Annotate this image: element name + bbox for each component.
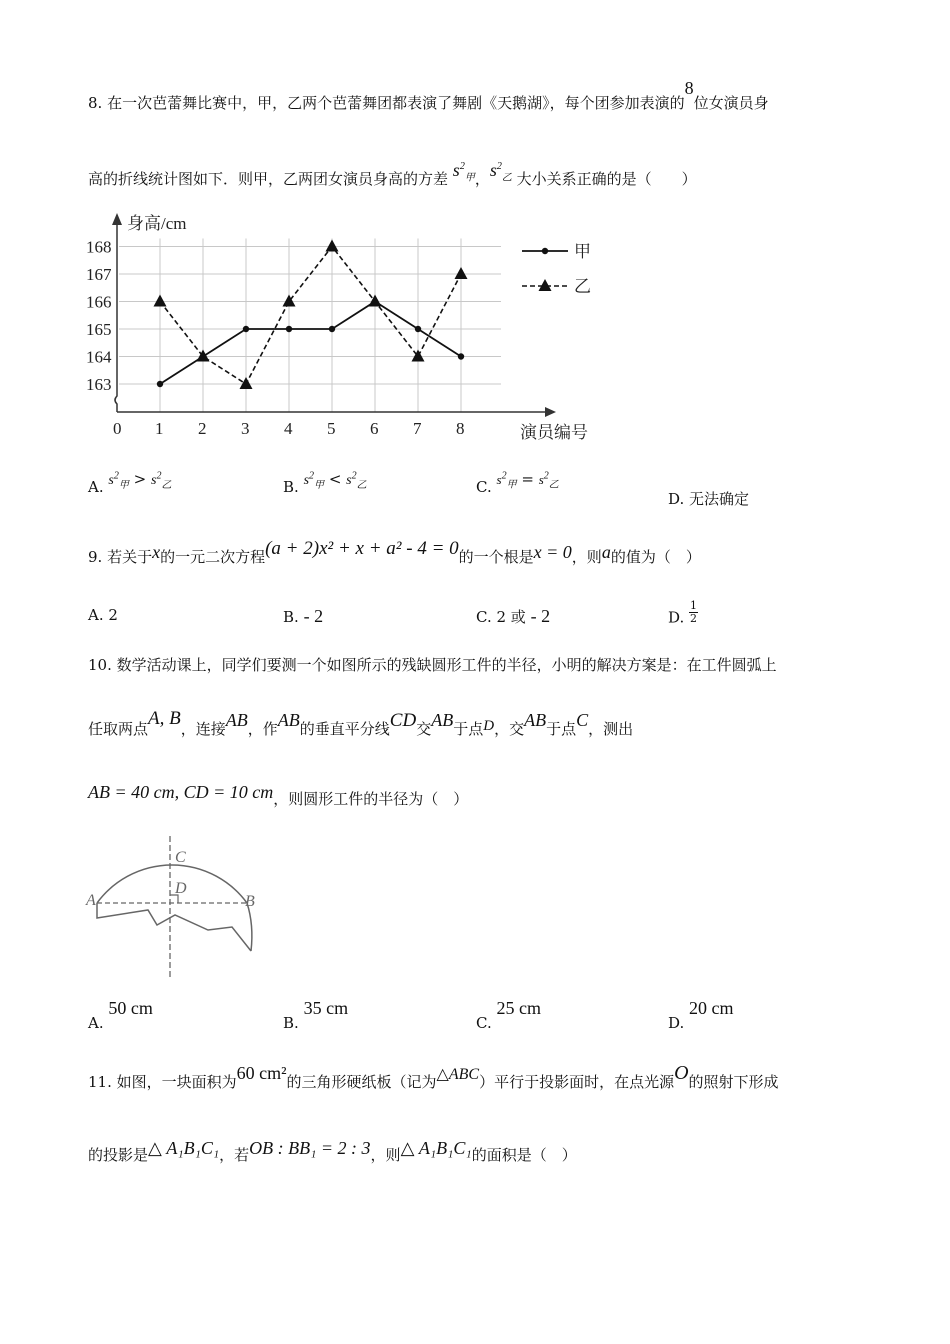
q10-label-d: D (175, 880, 187, 897)
yi-point-5 (326, 240, 339, 252)
q10-option-c[interactable]: C. 25 cm (476, 998, 541, 1032)
jia-point-1 (157, 381, 163, 387)
origin-label: 0 (113, 419, 122, 438)
y-tick-163: 163 (86, 375, 112, 394)
q8-num-eight: 8 (684, 78, 694, 98)
q8-text-3: 大小关系正确的是（ ） (516, 170, 697, 188)
yi-point-1 (154, 295, 167, 307)
series-jia-line (160, 302, 461, 385)
q10-right-arc (247, 903, 252, 951)
jia-point-3 (243, 326, 249, 332)
q11-ratio: OB : BB₁ = 2 : 3 (249, 1138, 371, 1158)
legend-jia-marker (542, 248, 548, 254)
jia-point-8 (458, 353, 464, 359)
q10-measurements: AB = 40 cm, CD = 10 cm (88, 782, 274, 802)
q9-option-c[interactable]: C. 2 或 - 2 (476, 606, 551, 626)
q9-var-x: x (152, 542, 161, 562)
q10-line3: AB = 40 cm, CD = 10 cm，则圆形工件的半径为（ ） (88, 782, 469, 808)
q9-option-b[interactable]: B. - 2 (283, 606, 324, 626)
q10-broken-edge (97, 903, 251, 951)
q11-light-source: O (674, 1062, 689, 1084)
x-axis-arrow (545, 407, 556, 417)
q11-line1: 11. 如图，一块面积为60 cm²的三角形硬纸板（记为△ABC）平行于投影面时，在点光源O的照射下形成 (88, 1062, 779, 1091)
jia-point-5 (329, 326, 335, 332)
jia-point-4 (286, 326, 292, 332)
q11-triangle-abc: △ABC (436, 1066, 480, 1083)
q8-option-a[interactable]: A. $s^2_甲 > s^2_乙$ (88, 470, 172, 496)
q10-option-b[interactable]: B. 35 cm (283, 998, 349, 1032)
q8-option-d[interactable]: D. 无法确定 (668, 490, 750, 508)
y-axis-arrow (112, 213, 122, 225)
q9-fraction: $\frac{1}{2}$ (690, 599, 698, 625)
q8-option-b[interactable]: B. $s^2_甲 < s^2_乙$ (283, 470, 367, 496)
q10-arc (97, 865, 247, 903)
q8-text-end: 位女演员身 (693, 94, 769, 112)
y-tick-164: 164 (86, 347, 112, 367)
x-tick-6: 6 (370, 419, 379, 438)
q8-text: 8. 在一次芭蕾舞比赛中，甲，乙两个芭蕾舞团都表演了舞剧《天鹅湖》，每个团参加表演的 (88, 94, 685, 112)
q10-option-d[interactable]: D. 20 cm (668, 998, 734, 1032)
q8-line1 (88, 78, 769, 113)
jia-point-7 (415, 326, 421, 332)
y-tick-168: 168 (86, 237, 112, 257)
x-tick-1: 1 (155, 419, 164, 438)
x-tick-5: 5 (327, 419, 336, 438)
height-line-chart (80, 205, 640, 455)
q11-triangle-a1b1c1: △ A₁B₁C₁ (148, 1138, 220, 1158)
x-tick-8: 8 (456, 419, 465, 438)
q9-option-a[interactable]: A. 2 (88, 606, 118, 624)
q8-text-2: 高的折线统计图如下．则甲，乙两团女演员身高的方差 (88, 170, 449, 188)
x-tick-7: 7 (413, 419, 422, 438)
yi-point-3 (240, 377, 253, 389)
q10-line2: 任取两点A, B，连接AB，作AB的垂直平分线CD交AB于点D，交AB于点C，测出 (88, 708, 634, 738)
series-yi-line (160, 247, 461, 385)
y-tick-167: 167 (86, 265, 112, 284)
x-axis-label: 演员编号 (520, 423, 588, 442)
q9-root: x = 0 (533, 542, 572, 562)
q11-line2: 的投影是△ A₁B₁C₁，若OB : BB₁ = 2 : 3，则△ A₁B₁C₁的面积是（ ） (88, 1138, 577, 1164)
yi-point-2 (197, 350, 210, 362)
q10-label-b: B (245, 893, 255, 910)
q9-option-d[interactable]: D. $\frac{1}{2}$ (668, 599, 698, 627)
q10-label-c: C (175, 849, 186, 866)
y-axis (115, 225, 117, 412)
y-tick-165: 165 (86, 320, 112, 339)
q9-line: 9. 若关于x的一元二次方程(a + 2)x² + x + a² - 4 = 0的一个根是x = 0，则a的值为（ ） (88, 538, 701, 566)
yi-point-8 (455, 267, 468, 279)
q10-line1: 10. 数学活动课上，同学们要测一个如图所示的残缺圆形工件的半径，小明的解决方案是：在工件圆弧上 (88, 656, 777, 674)
q11-triangle-a1b1c1-2: △ A₁B₁C₁ (400, 1138, 472, 1158)
q9-equation: (a + 2)x² + x + a² - 4 = 0 (265, 538, 459, 559)
q10-label-a: A (86, 892, 96, 909)
y-axis-label: 身高/cm (127, 214, 187, 233)
q10-option-a[interactable]: A. 50 cm (88, 998, 153, 1032)
q9-var-a: a (601, 542, 611, 562)
q10-broken-circle-figure (84, 832, 264, 982)
q8-var-jia: $s^2_甲$ (452, 160, 475, 184)
q10-arc-ab: AB (524, 710, 547, 730)
legend-yi-marker (539, 279, 552, 291)
x-tick-4: 4 (284, 419, 293, 438)
q8-line2: 高的折线统计图如下．则甲，乙两团女演员身高的方差 $s^2_甲$，$s^2_乙$ 大小关系正确的是（ ） (88, 160, 697, 188)
q8-option-c[interactable]: C. $s^2_甲 = s^2_乙$ (476, 470, 559, 496)
x-tick-2: 2 (198, 419, 207, 438)
q11-area: 60 cm² (236, 1063, 287, 1083)
legend-yi-label: 乙 (574, 277, 591, 296)
x-tick-3: 3 (241, 419, 250, 438)
q8-var-yi: $s^2_乙$ (489, 160, 512, 184)
y-tick-166: 166 (86, 292, 112, 312)
legend-jia-label: 甲 (574, 242, 591, 261)
